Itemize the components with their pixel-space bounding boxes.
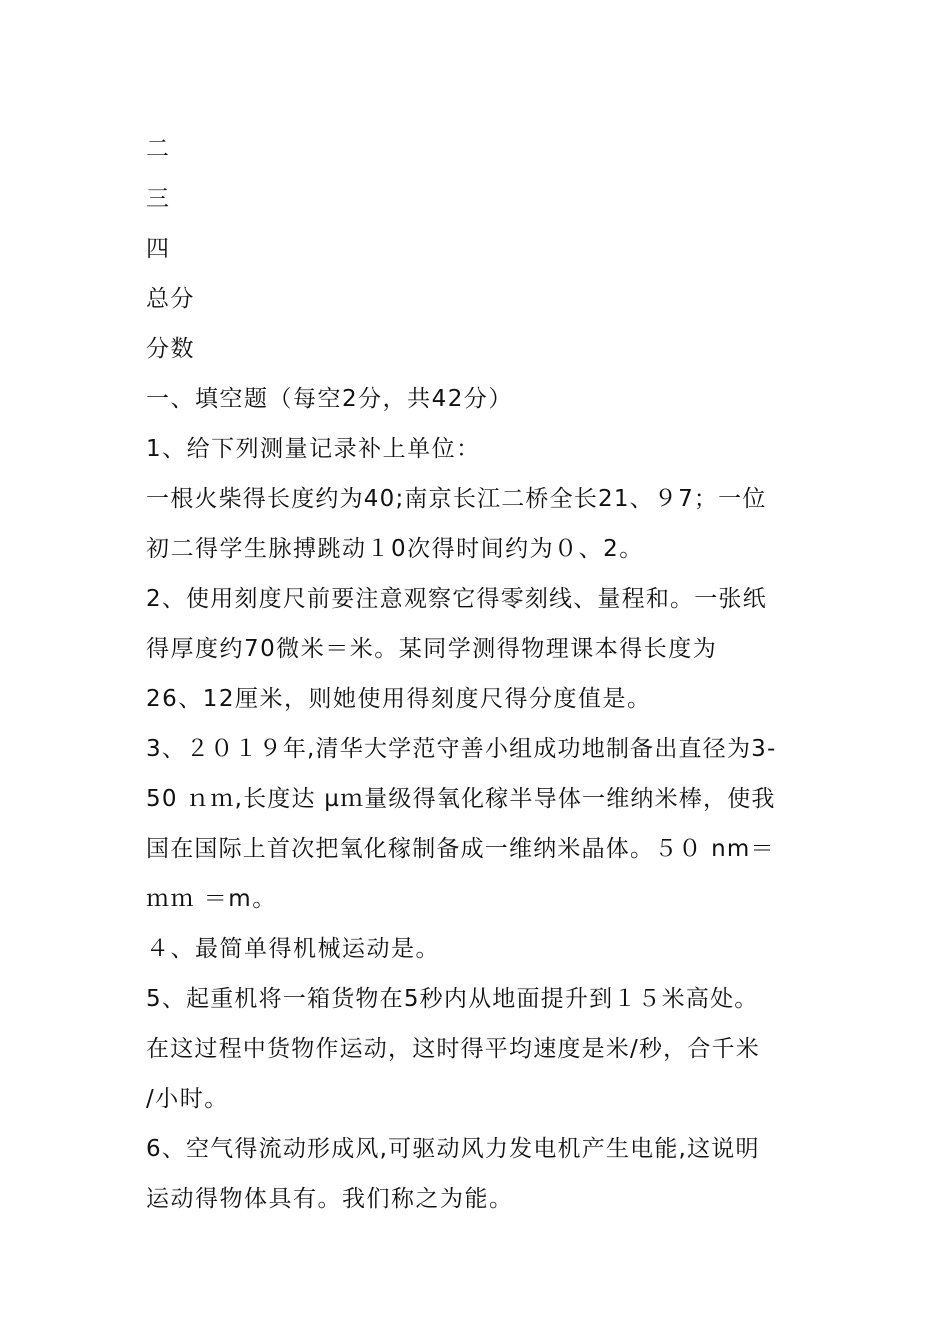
question-6-line-2: 运动得物体具有。我们称之为能。 [146,1186,514,1212]
question-1-stem: 1、给下列测量记录补上单位： [146,436,481,462]
question-3-line-3: 国在国际上首次把氧化稼制备成一维纳米晶体。５０ nm＝ [146,836,775,862]
question-5-line-1: 5、起重机将一箱货物在5秒内从地面提升到１５米高处。 [146,986,759,1012]
question-2-line-1: 2、使用刻度尺前要注意观察它得零刻线、量程和。一张纸 [146,586,767,612]
question-2-line-3: 26、12厘米，则她使用得刻度尺得分度值是。 [146,686,652,712]
question-3-line-1: 3、２０１９年,清华大学范守善小组成功地制备出直径为3- [146,736,777,762]
question-3-line-4: ｍｍ ＝m。 [146,886,277,912]
question-1-line-2: 初二得学生脉搏跳动１0次得时间约为０、2。 [146,536,644,562]
question-3-line-2: 50 ｎｍ,长度达 µｍ量级得氧化稼半导体一维纳米棒，使我 [146,786,776,812]
document-body [146,128,826,1228]
table-row-label-score: 分数 [146,336,195,362]
question-6-line-1: 6、空气得流动形成风,可驱动风力发电机产生电能,这说明 [146,1136,760,1162]
table-row-label-4: 四 [146,236,171,262]
question-1-line-1: 一根火柴得长度约为40;南京长江二桥全长21、９7；一位 [146,486,767,512]
table-row-label-2: 二 [146,136,171,162]
question-2-line-2: 得厚度约70微米＝米。某同学测得物理课本得长度为 [146,636,718,662]
section-heading-fill-in-blank: 一、填空题（每空2分，共42分） [146,386,513,412]
table-row-label-3: 三 [146,186,171,212]
question-4: ４、最简单得机械运动是。 [146,936,440,962]
question-5-line-2: 在这过程中货物作运动，这时得平均速度是米/秒，合千米 [146,1036,760,1062]
table-row-label-total: 总分 [146,286,195,312]
question-5-line-3: /小时。 [146,1086,229,1112]
